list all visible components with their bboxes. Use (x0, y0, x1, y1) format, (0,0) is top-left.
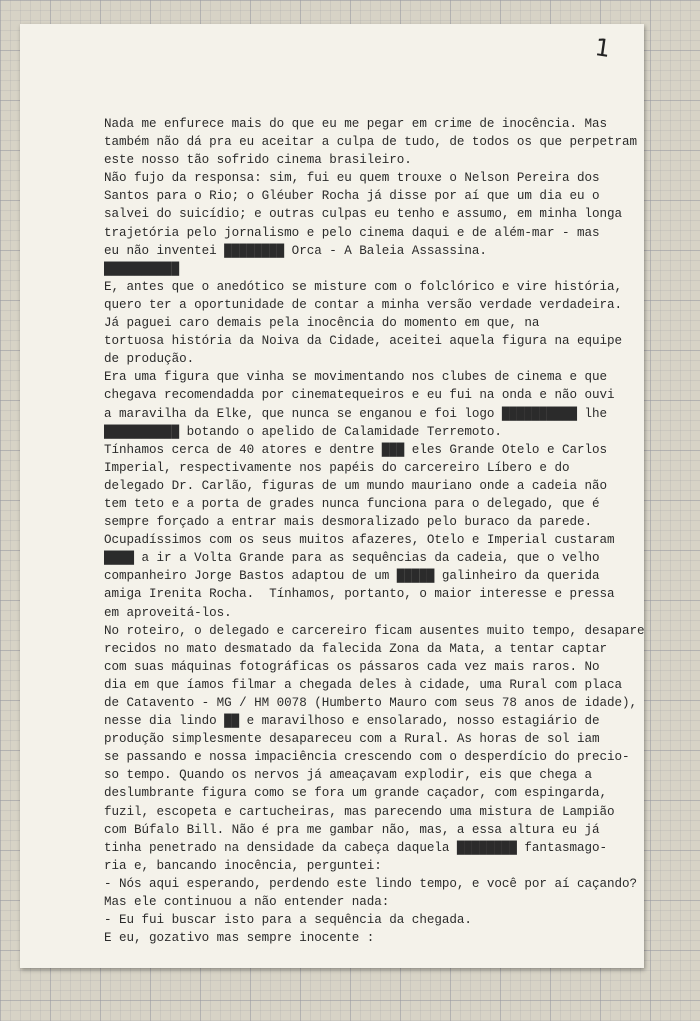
text-line: delegado Dr. Carlão, figuras de um mundo mauriano onde a cadeia não (104, 478, 608, 493)
text-line: sempre forçado a entrar mais desmoralizado pelo buraco da parede. (104, 515, 592, 530)
text-line: chegava recomendadda por cinematequeiros e eu fui na onda e não ouvi (104, 388, 615, 403)
text-line: produção simplesmente desapareceu com a Rural. As horas de sol iam (104, 732, 600, 747)
text-line: Santos para o Rio; o Gléuber Rocha já disse por aí que um dia eu o (104, 189, 600, 204)
text-line: Era uma figura que vinha se movimentando nos clubes de cinema e que (104, 370, 608, 385)
text-line: companheiro Jorge Bastos adaptou de um █████ galinheiro da querida (104, 569, 600, 584)
text-line: em aproveitá-los. (104, 605, 232, 620)
text-line: este nosso tão sofrido cinema brasileiro. (104, 153, 412, 168)
text-line: ria e, bancando inocência, perguntei: (104, 858, 382, 873)
text-line: Mas ele continuou a não entender nada: (104, 895, 390, 910)
text-line: so tempo. Quando os nervos já ameaçavam explodir, eis que chega a (104, 768, 592, 783)
text-line: deslumbrante figura como se fora um grande caçador, com espingarda, (104, 786, 608, 801)
text-line: tem teto e a porta de grades nunca funciona para o delegado, que é (104, 496, 600, 511)
text-line: No roteiro, o delegado e carcereiro ficam ausentes muito tempo, desapare (104, 623, 645, 638)
text-line: se passando e nossa impaciência crescendo com o desperdício do precio- (104, 750, 630, 765)
text-line: dia em que íamos filmar a chegada deles à cidade, uma Rural com placa (104, 677, 623, 692)
text-line: ██████████ (104, 261, 180, 276)
text-line: de Catavento - MG / HM 0078 (Humberto Mauro com seus 78 anos de idade), (104, 696, 638, 710)
text-line: Nada me enfurece mais do que eu me pegar em crime de inocência. Mas (104, 117, 608, 131)
typewritten-text-block (104, 115, 644, 947)
text-line: ██████████ botando o apelido de Calamidade Terremoto. (104, 424, 502, 439)
text-line: Não fujo da responsa: sim, fui eu quem trouxe o Nelson Pereira dos (104, 171, 600, 186)
text-line: amiga Irenita Rocha. Tínhamos, portanto, o maior interesse e pressa (104, 587, 615, 602)
text-line: recidos no mato desmatado da falecida Zona da Mata, a tentar captar (104, 641, 608, 656)
text-line: Já paguei caro demais pela inocência do momento em que, na (104, 316, 540, 331)
text-line: - Eu fui buscar isto para a sequência da chegada. (104, 913, 472, 928)
text-line: E eu, gozativo mas sempre inocente : (104, 931, 375, 946)
text-line: Ocupadíssimos com os seus muitos afazeres, Otelo e Imperial custaram (104, 533, 615, 548)
text-line: salvei do suicídio; e outras culpas eu tenho e assumo, em minha longa (104, 207, 623, 222)
text-line: com Búfalo Bill. Não é pra me gambar não, mas, a essa altura eu já (104, 822, 600, 837)
text-line: Tínhamos cerca de 40 atores e dentre ███ eles Grande Otelo e Carlos (104, 442, 608, 457)
text-line: - Nós aqui esperando, perdendo este lindo tempo, e você por aí caçando? (104, 876, 638, 891)
text-line: tortuosa história da Noiva da Cidade, aceitei aquela figura na equipe (104, 334, 623, 349)
text-line: com suas máquinas fotográficas os pássaros cada vez mais raros. No (104, 659, 600, 674)
text-line: eu não inventei ████████ Orca - A Baleia Assassina. (104, 243, 487, 258)
text-line: também não dá pra eu aceitar a culpa de tudo, de todos os que perpetram (104, 135, 638, 150)
text-line: trajetória pelo jornalismo e pelo cinema daqui e de além-mar - mas (104, 225, 600, 240)
text-line: de produção. (104, 352, 195, 367)
typewritten-page (20, 24, 644, 968)
text-line: quero ter a oportunidade de contar a minha versão verdade verdadeira. (104, 297, 623, 312)
text-line: nesse dia lindo ██ e maravilhoso e ensolarado, nosso estagiário de (104, 714, 600, 729)
text-line: a maravilha da Elke, que nunca se enganou e foi logo ██████████ lhe (104, 406, 608, 421)
text-line: fuzil, escopeta e cartucheiras, mas parecendo uma mistura de Lampião (104, 804, 615, 819)
text-line: E, antes que o anedótico se misture com o folclórico e vire história, (104, 279, 623, 294)
text-line: tinha penetrado na densidade da cabeça daquela ████████ fantasmago- (104, 840, 608, 855)
text-line: Imperial, respectivamente nos papéis do carcereiro Líbero e do (104, 460, 570, 475)
page-number: 1 (592, 33, 612, 63)
text-line: ████ a ir a Volta Grande para as sequências da cadeia, que o velho (104, 551, 600, 566)
